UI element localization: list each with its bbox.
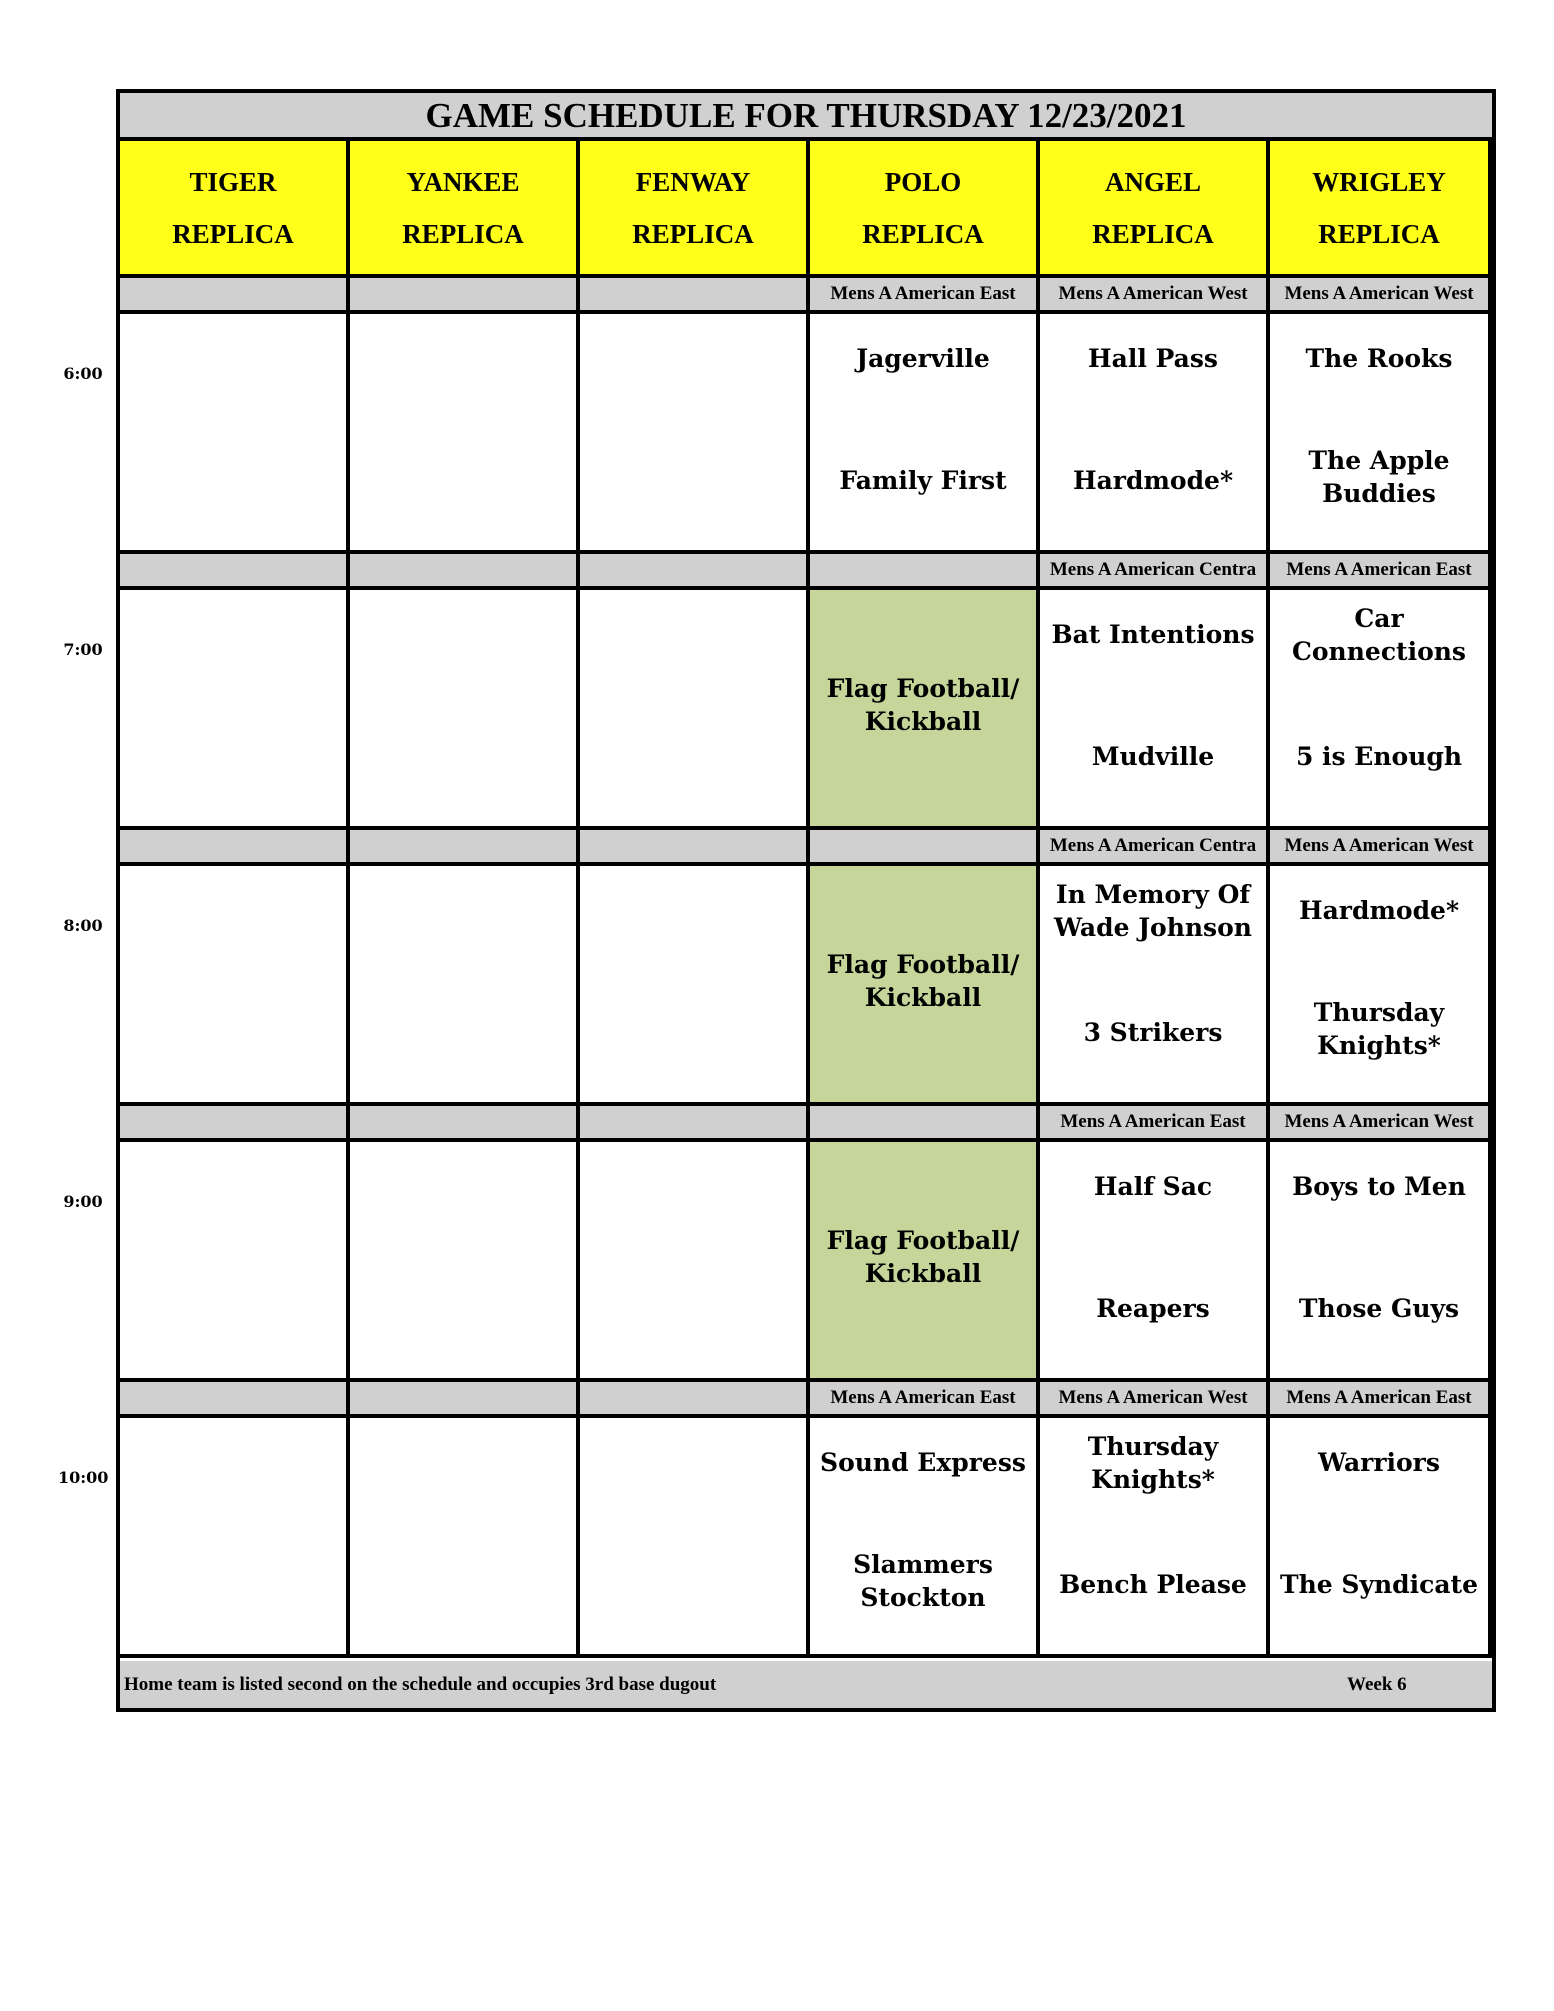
game-cell [120,314,350,554]
division-label: Mens A American East [810,278,1040,314]
game-cell [350,866,580,1106]
field-header-polo [810,141,1040,278]
division-label: Mens A American West [1270,1106,1492,1142]
division-label: Mens A American East [810,1382,1040,1418]
game-cell [580,314,810,554]
home-team: Slammers Stockton [853,1550,993,1612]
game-cell [810,1418,1040,1658]
division-label [580,554,810,590]
division-label: Mens A American West [1270,278,1492,314]
game-cell [1040,1418,1270,1658]
home-team: Thursday Knights* [1313,998,1445,1060]
division-label [120,830,350,866]
time-label: 10:00 [58,1468,109,1487]
game-cell [810,314,1040,554]
time-label: 8:00 [63,916,103,935]
away-team: Boys to Men [1292,1172,1466,1201]
division-label [350,1106,580,1142]
game-cell [120,590,350,830]
time-label: 7:00 [63,640,103,659]
home-team: Mudville [1091,742,1215,771]
game-cell [120,1418,350,1658]
home-team: Hardmode* [1072,466,1234,495]
game-cell [1270,1418,1492,1658]
division-label [580,1106,810,1142]
field-header-wrigley [1270,141,1492,278]
away-team: Warriors [1318,1448,1440,1477]
division-label: Mens A American Centra [1040,830,1270,866]
field-sub: REPLICA [862,218,984,249]
schedule-table [116,89,1496,1712]
game-cell [1040,314,1270,554]
game-cell [1040,866,1270,1106]
field-header-tiger [120,141,350,278]
division-label: Mens A American Centra [1040,554,1270,590]
time-label: 9:00 [63,1192,103,1211]
field-sub: REPLICA [402,218,524,249]
game-cell [580,1418,810,1658]
division-label [580,830,810,866]
home-team: The Apple Buddies [1308,446,1450,508]
home-team: 5 is Enough [1295,742,1463,771]
game-cell [120,1142,350,1382]
home-team: Those Guys [1298,1294,1460,1323]
game-cell [1040,590,1270,830]
game-cell [350,314,580,554]
division-label: Mens A American East [1040,1106,1270,1142]
flag-football-label: Flag Football/ Kickball [826,1226,1020,1288]
field-name: WRIGLEY [1312,166,1446,197]
away-team: Jagerville [856,344,990,373]
flag-football-label: Flag Football/ Kickball [826,950,1020,1012]
division-label [350,1382,580,1418]
division-label [350,278,580,314]
home-team: Reapers [1096,1294,1210,1323]
division-label [350,830,580,866]
field-sub: REPLICA [1092,218,1214,249]
division-label [580,278,810,314]
game-cell [580,1142,810,1382]
game-cell [120,866,350,1106]
away-team: Bat Intentions [1051,620,1255,649]
division-label: Mens A American West [1040,278,1270,314]
flag-football-cell [810,866,1040,1106]
division-label [810,1106,1040,1142]
away-team: The Rooks [1305,344,1453,373]
game-cell [1270,866,1492,1106]
away-team: Car Connections [1291,604,1467,666]
game-cell [580,866,810,1106]
division-label [120,1382,350,1418]
schedule-footer [120,1661,1492,1708]
field-header-angel [1040,141,1270,278]
game-cell [1270,1142,1492,1382]
game-cell [580,590,810,830]
division-label: Mens A American East [1270,554,1492,590]
home-team: Bench Please [1059,1570,1247,1599]
week-label: Week 6 [1347,1674,1407,1695]
division-label: Mens A American West [1040,1382,1270,1418]
division-label [810,554,1040,590]
field-name: YANKEE [406,166,520,197]
game-cell [1040,1142,1270,1382]
schedule-title: GAME SCHEDULE FOR THURSDAY 12/23/2021 [120,93,1492,141]
field-name: ANGEL [1104,166,1202,197]
game-cell [350,1142,580,1382]
flag-football-cell [810,590,1040,830]
home-team: The Syndicate [1280,1570,1478,1599]
game-cell [350,590,580,830]
division-label [810,830,1040,866]
flag-football-cell [810,1142,1040,1382]
field-sub: REPLICA [1318,218,1440,249]
game-cell [1270,590,1492,830]
game-cell [1270,314,1492,554]
field-header-yankee [350,141,580,278]
field-sub: REPLICA [632,218,754,249]
field-name: TIGER [189,166,277,197]
game-cell [350,1418,580,1658]
home-team-note: Home team is listed second on the schedule and occupies 3rd base dugout [124,1674,717,1695]
division-label [120,1106,350,1142]
division-label [120,278,350,314]
away-team: In Memory Of Wade Johnson [1054,880,1252,942]
field-name: POLO [884,166,962,197]
away-team: Hall Pass [1088,344,1218,373]
division-label [350,554,580,590]
division-label [580,1382,810,1418]
time-label: 6:00 [63,364,103,383]
field-sub: REPLICA [172,218,294,249]
away-team: Hardmode* [1298,896,1460,925]
away-team: Sound Express [820,1448,1026,1477]
division-label: Mens A American East [1270,1382,1492,1418]
flag-football-label: Flag Football/ Kickball [826,674,1020,736]
division-label: Mens A American West [1270,830,1492,866]
division-label [120,554,350,590]
away-team: Thursday Knights* [1087,1432,1219,1494]
field-name: FENWAY [635,166,751,197]
home-team: Family First [839,466,1007,495]
field-header-fenway [580,141,810,278]
away-team: Half Sac [1093,1172,1213,1201]
home-team: 3 Strikers [1083,1018,1223,1047]
